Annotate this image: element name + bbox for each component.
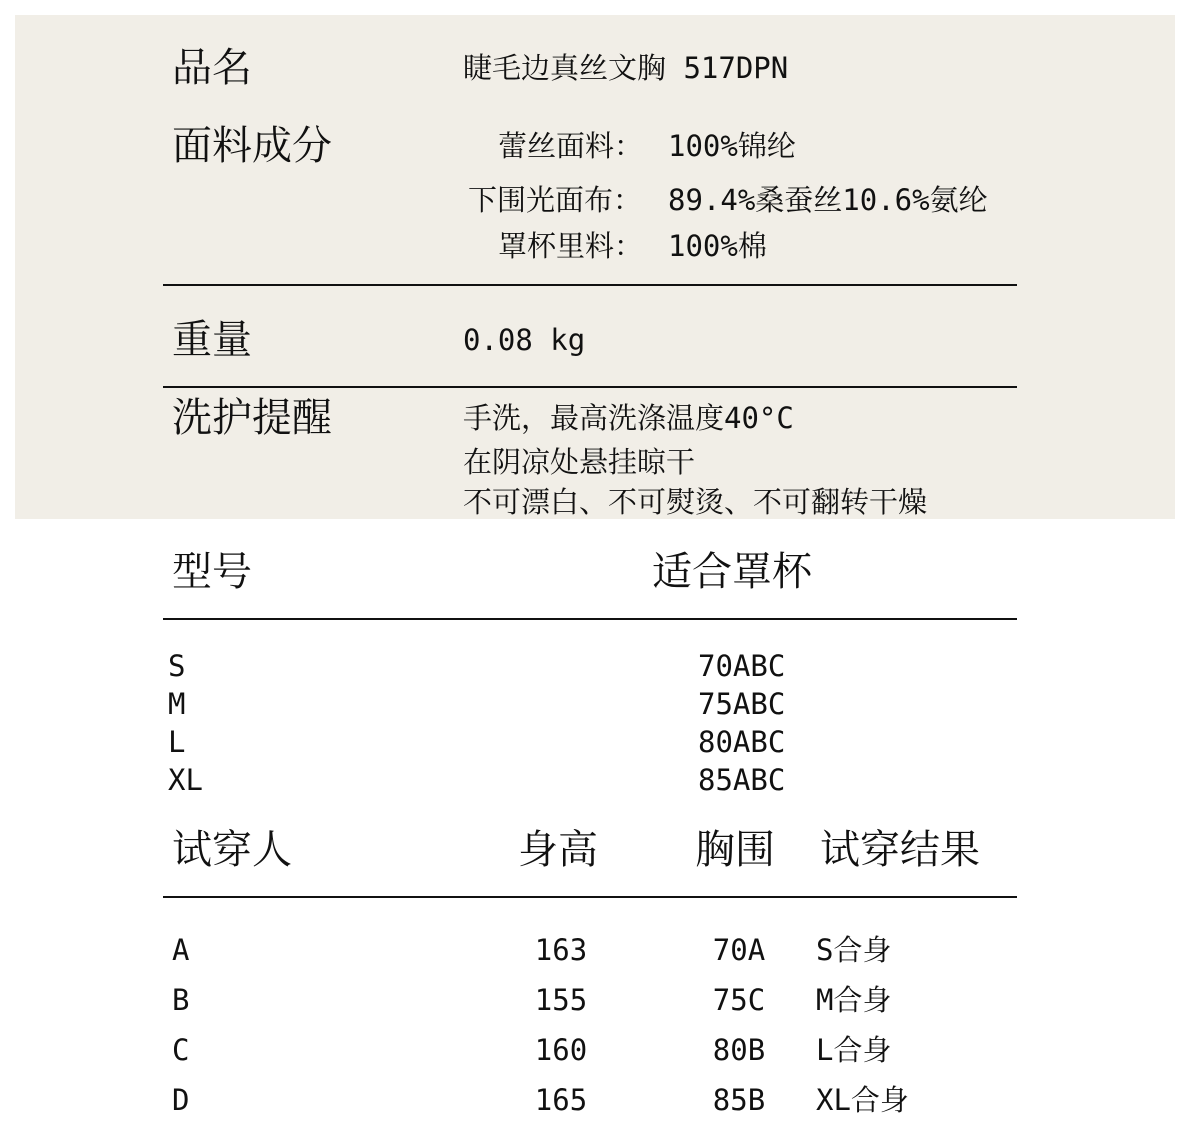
size-row-cup: 80ABC — [698, 725, 786, 759]
fit-row-result: S合身 — [816, 933, 892, 967]
fabric-part-band: 下围光面布： — [468, 183, 643, 217]
fit-row-tester: B — [172, 983, 190, 1017]
care-label: 洗护提醒 — [172, 395, 332, 441]
size-row-cup: 85ABC — [698, 763, 786, 797]
fit-row-bust: 70A — [712, 933, 766, 967]
weight-label: 重量 — [172, 317, 252, 363]
fit-row-result: L合身 — [816, 1033, 892, 1067]
size-row-size: S — [168, 649, 186, 683]
fabric-content-lace: 100%锦纶 — [668, 129, 796, 163]
size-table-header-cup: 适合罩杯 — [652, 549, 812, 595]
size-row-size: M — [168, 687, 186, 721]
fit-row-tester: C — [172, 1033, 190, 1067]
fit-table-header-result: 试穿结果 — [820, 827, 980, 873]
fit-table-header-height: 身高 — [518, 827, 598, 873]
care-line-dry: 在阴凉处悬挂晾干 — [463, 445, 696, 479]
fit-row-bust: 80B — [712, 1033, 766, 1067]
fit-table-header-tester: 试穿人 — [172, 827, 292, 873]
size-row-size: XL — [168, 763, 203, 797]
size-table-header-size: 型号 — [172, 549, 252, 595]
divider-weight — [163, 386, 1017, 388]
fit-row-height: 165 — [534, 1083, 588, 1117]
fabric-part-lace: 蕾丝面料： — [498, 129, 644, 163]
fit-table-header-bust: 胸围 — [695, 827, 775, 873]
fit-row-height: 163 — [534, 933, 588, 967]
fabric-part-lining: 罩杯里料： — [498, 229, 644, 263]
weight-value: 0.08 kg — [463, 323, 586, 357]
care-line-restrictions: 不可漂白、不可熨烫、不可翻转干燥 — [463, 485, 928, 519]
divider-fabric — [163, 284, 1017, 286]
product-name-label: 品名 — [172, 45, 252, 91]
fit-row-bust: 75C — [712, 983, 766, 1017]
fit-row-tester: D — [172, 1083, 190, 1117]
fabric-content-lining: 100%棉 — [668, 229, 767, 263]
fit-row-result: XL合身 — [816, 1083, 909, 1117]
divider-size-table — [163, 618, 1017, 620]
size-row-size: L — [168, 725, 186, 759]
size-row-cup: 70ABC — [698, 649, 786, 683]
fit-row-tester: A — [172, 933, 190, 967]
fit-row-bust: 85B — [712, 1083, 766, 1117]
fit-row-height: 160 — [534, 1033, 588, 1067]
fit-row-height: 155 — [534, 983, 588, 1017]
product-name-value: 睫毛边真丝文胸 517DPN — [463, 51, 789, 85]
size-row-cup: 75ABC — [698, 687, 786, 721]
fit-row-result: M合身 — [816, 983, 892, 1017]
fabric-content-band: 89.4%桑蚕丝10.6%氨纶 — [668, 183, 988, 217]
divider-fit-table — [163, 896, 1017, 898]
care-line-wash: 手洗，最高洗涤温度40°C — [463, 401, 794, 435]
fabric-composition-label: 面料成分 — [172, 123, 332, 169]
